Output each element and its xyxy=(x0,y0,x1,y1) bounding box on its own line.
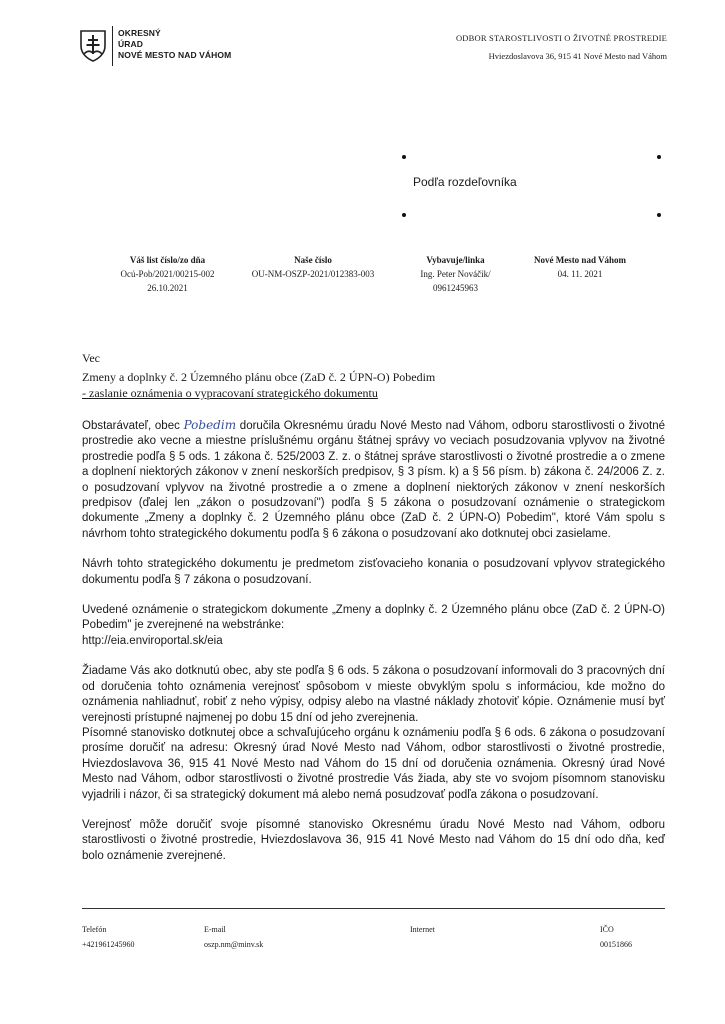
subject xyxy=(82,369,662,401)
ref-your-letter xyxy=(100,253,235,295)
paragraph-6: Verejnosť môže doručiť svoje písomné stanovisko Okresnému úradu Nové Mesto nad Váhom, odboru starostlivosti o životné prostredie, Hviezdoslavova 36, 915 41 Nové Mesto nad Váhom do 15 dní odo dňa, keď bolo oznámenie zverejnené. xyxy=(82,818,665,862)
window-mark-tr xyxy=(657,155,661,159)
p1-start: Obstarávateľ, obec xyxy=(82,420,184,432)
ref-place-date xyxy=(515,253,645,281)
ref-place-label: Nové Mesto nad Váhom xyxy=(533,255,627,265)
ref-date-value: 04. 11. 2021 xyxy=(557,269,603,279)
handwritten-municipality: Pobedim xyxy=(183,418,237,432)
ref-contact-name: Ing. Peter Nováčik/ xyxy=(420,269,491,279)
footer-email-label: E-mail xyxy=(204,925,226,934)
web-link[interactable]: http://eia.enviroportal.sk/eia xyxy=(82,634,223,647)
ref-our-number-label: Naše číslo xyxy=(294,255,332,265)
window-mark-tl xyxy=(402,155,406,159)
office-line-2: ÚRAD xyxy=(118,39,143,49)
ref-contact-label: Vybavuje/linka xyxy=(426,255,485,265)
paragraph-5: Písomné stanovisko dotknutej obce a schvaľujúceho orgánu k oznámeniu podľa § 6 ods. 6 zákona o posudzovaní prosíme doručiť na adresu: Okresný úrad Nové Mesto nad Váhom, odbor starostlivosti o životné prostredie, Hviezdoslavova 36, 915 41 Nové Mesto nad Váhom do 15 dní od doručenia oznámenia. Okresný úrad Nové Mesto nad Váhom, odbor starostlivosti o životné prostredie Vás žiada, aby ste vo svojom písomnom stanovisku vyjadrili i názor, či sa strategický dokument má alebo nemá posudzovať podľa zákona o posudzovaní. xyxy=(82,726,665,801)
window-mark-br xyxy=(657,213,661,217)
paragraph-4: Žiadame Vás ako dotknutú obec, aby ste podľa § 6 ods. 5 zákona o posudzovaní informovali do 3 pracovných dní od doručenia tohto oznámenia verejnosť spôsobom v mieste obvyklým spolu s informáciou, kde možno do oznámenia nahliadnuť, robiť z neho výpisy, odpisy alebo na vlastné náklady zhotoviť kópie. Oznámenie musí byť verejnosti prístupné najmenej po dobu 15 dní od jeho zverejnenia. xyxy=(82,665,665,724)
paragraph-2: Návrh tohto strategického dokumentu je predmetom zisťovacieho konania o posudzovaní vplyvov strategického dokumentu podľa § 7 zákona o posudzovaní. xyxy=(82,558,665,586)
vec-label: Vec xyxy=(82,351,100,365)
footer-divider xyxy=(82,908,665,909)
department-address: Hviezdoslavova 36, 915 41 Nové Mesto nad Váhom xyxy=(488,51,667,61)
ref-our-number-value: OU-NM-OSZP-2021/012383-003 xyxy=(251,269,375,279)
office-name xyxy=(118,28,231,61)
window-mark-bl xyxy=(402,213,406,217)
paragraph-3: Uvedené oznámenie o strategickom dokumente „Zmeny a doplnky č. 2 Územného plánu obce (ZaD č. 2 ÚPN-O) Pobedim" je zverejnené na webstránke: xyxy=(82,604,665,632)
footer-ico-label: IČO xyxy=(600,925,614,934)
subject-subtitle: - zaslanie oznámenia o vypracovaní strategického dokumentu xyxy=(82,386,378,400)
ref-your-letter-label: Váš list číslo/zo dňa xyxy=(129,255,206,265)
ref-contact-phone: 0961245963 xyxy=(433,283,478,293)
footer-ico: 00151866 xyxy=(600,940,632,949)
ref-our-number xyxy=(238,253,388,281)
footer-email: oszp.nm@minv.sk xyxy=(204,940,264,949)
ref-your-letter-date: 26.10.2021 xyxy=(147,283,188,293)
department-name: ODBOR STAROSTLIVOSTI O ŽIVOTNÉ PROSTREDIE xyxy=(455,33,667,43)
recipient: Podľa rozdeľovníka xyxy=(413,175,517,189)
office-line-3: NOVÉ MESTO NAD VÁHOM xyxy=(118,50,232,60)
p1-rest: doručila Okresnému úradu Nové Mesto nad Váhom, odboru starostlivosti o životné prostredie ako vecne a miestne príslušnému orgánu štátnej správy vo veciach posudzovania vplyvov na životné prostredie podľa § 5 ods. 1 zákona č. 525/2003 Z. z. o štátnej správe starostlivosti o životné prostredie a o zmene a doplnení niektorých zákonov v znení neskorších predpisov, § 3 písm. k) a § 56 písm. b) zákona č. 24/2006 Z. z. o posudzovaní vplyvov na životné prostredie a o zmene a doplnení niektorých zákonov v znení neskorších predpisov (ďalej len „zákon o posudzovaní") podľa § 5 zákona o posudzovaní oznámenie o strategickom dokumente „Zmeny a doplnky č. 2 Územného plánu obce (ZaD č. 2 ÚPN-O) Pobedim", ktoré Vám spolu s návrhom tohto strategického dokumentu podľa § 6 zákona o posudzovaní ako dotknutej obci zasielame. xyxy=(82,420,665,540)
paragraph-1 xyxy=(82,418,665,542)
office-line-1: OKRESNÝ xyxy=(118,28,161,38)
ref-contact xyxy=(398,253,513,295)
footer-phone-label: Telefón xyxy=(82,925,107,934)
header-divider xyxy=(112,26,113,66)
subject-title: Zmeny a doplnky č. 2 Územného plánu obce (ZaD č. 2 ÚPN-O) Pobedim xyxy=(82,370,436,384)
footer-internet-label: Internet xyxy=(410,925,435,934)
footer-phone: +421961245960 xyxy=(82,940,135,949)
coat-of-arms-icon xyxy=(80,30,106,62)
ref-your-letter-value: Ocú-Pob/2021/00215-002 xyxy=(120,269,215,279)
letter-body xyxy=(82,418,665,864)
